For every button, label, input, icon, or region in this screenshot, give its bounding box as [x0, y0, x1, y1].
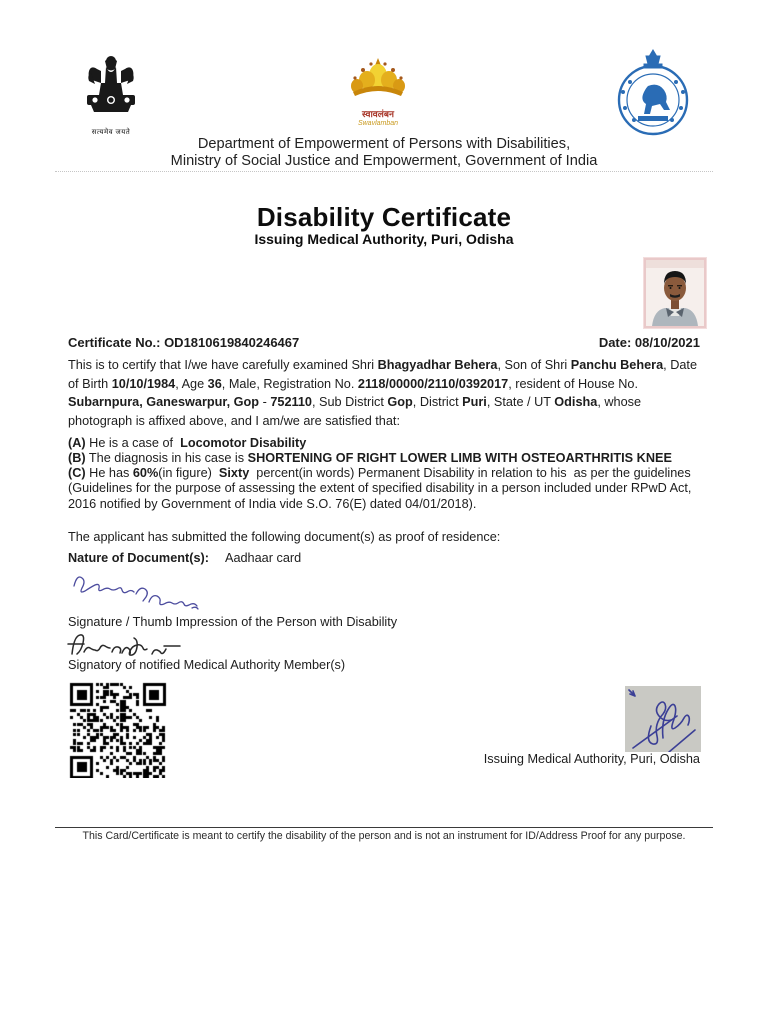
national-emblem-caption: सत्यमेव जयते [91, 129, 131, 136]
authority-signature-caption: Signatory of notified Medical Authority Member(s) [68, 658, 346, 672]
footer-disclaimer: This Card/Certificate is meant to certify the disability of the person and is not an instrument for ID/Address Proof for any purpose. [82, 830, 686, 842]
page-subtitle: Issuing Medical Authority, Puri, Odisha [254, 231, 514, 247]
person-signature-image [64, 568, 244, 616]
issuing-authority-signature-image [625, 686, 701, 752]
nature-of-documents-row [68, 549, 704, 568]
swavlamban-hindi-label: स्वावलंबन [361, 109, 395, 119]
header-divider [55, 171, 713, 172]
lion-capital-icon [75, 53, 147, 123]
issuing-authority-caption: Issuing Medical Authority, Puri, Odisha [483, 752, 700, 766]
page-title: Disability Certificate [256, 202, 512, 232]
person-signature-caption: Signature / Thumb Impression of the Person with Disability [68, 615, 398, 629]
finding-item-b: (B) The diagnosis in his case is SHORTENING OF RIGHT LOWER LIMB WITH OSTEOARTHRITIS KNEE [68, 451, 672, 465]
person-signature-icon [64, 568, 244, 616]
swavlamban-logo [343, 56, 413, 127]
certificate-number: Certificate No.: OD1810619840246467 [68, 335, 300, 350]
applicant-photo [644, 258, 706, 328]
department-line-2: Ministry of Social Justice and Empowerment, Government of India [170, 153, 598, 169]
authority-signature-icon [64, 630, 204, 660]
certificate-intro-paragraph: This is to certify that I/we have carefully examined Shri Bhagyadhar Behera, Son of Shri Panchu Behera, Date of Birth 10/10/1984, Age 36, Male, Registration No. 2118/00000/2110/0392017, resident of House No. Subarnpura, Ganeswarpur, Gop - 752110, Sub District Gop, District Puri, State / UT Odisha, whose photograph is affixed above, and I am/we are satisfied that: [68, 358, 701, 428]
finding-item-a: (A) He is a case of Locomotor Disability [68, 436, 307, 450]
india-national-emblem [75, 53, 147, 137]
department-line-1: Department of Empowerment of Persons with Disabilities, [197, 136, 571, 152]
footer-divider [55, 827, 713, 828]
finding-item-c: (C) He has 60%(in figure) Sixty percent(in words) Permanent Disability in relation to his as per the guidelines (Guidelines for the purpose of assessing the extent of specified disability in a person included under RPwD Act, 2016 notified by Government of India vide S.O. 76(E) dated 04/01/2018). [68, 466, 695, 511]
nature-of-documents-label: Nature of Document(s): [68, 551, 209, 565]
certificate-date: Date: 08/10/2021 [598, 335, 700, 350]
issuing-signature-icon [625, 686, 701, 752]
swavlamban-tree-icon [343, 56, 413, 102]
swavlamban-cursive-label: Swavlamban [357, 120, 399, 127]
authority-signature-image [64, 630, 204, 660]
qr-code [68, 682, 170, 778]
odisha-govt-seal [608, 46, 698, 138]
odisha-seal-icon [608, 46, 698, 138]
portrait-icon [646, 260, 704, 326]
nature-of-documents-value: Aadhaar card [224, 551, 302, 565]
residence-proof-line: The applicant has submitted the following document(s) as proof of residence: [68, 530, 501, 544]
